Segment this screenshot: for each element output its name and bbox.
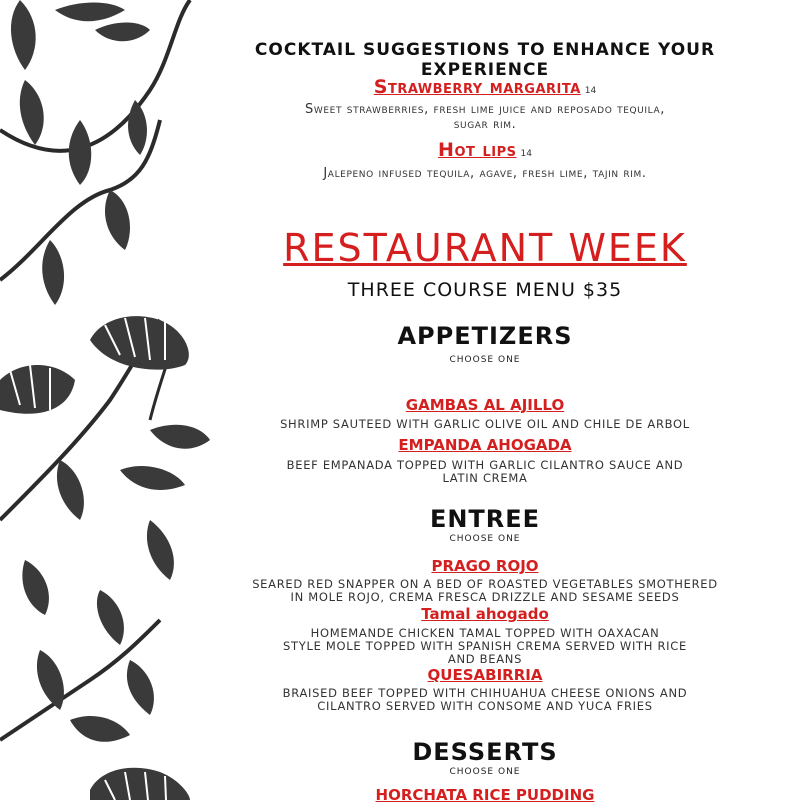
cocktail-desc: Jalepeno infused tequila, agave, fresh lime, tajin rim. xyxy=(323,166,647,181)
dish-desc: SHRIMP SAUTEED WITH GARLIC OLIVE OIL AND CHILE DE ARBOL xyxy=(280,417,690,431)
dish-name: Tamal ahogado xyxy=(421,605,549,623)
botanical-illustration xyxy=(0,0,210,800)
cocktail-item-strawberry xyxy=(200,76,770,98)
cocktail-name: Strawberry margarita xyxy=(373,76,581,98)
dish-name: HORCHATA RICE PUDDING xyxy=(375,786,595,804)
cocktail-price: 14 xyxy=(584,86,597,96)
section-heading-appetizers: APPETIZERS xyxy=(397,322,573,350)
dish-name: EMPANDA AHOGADA xyxy=(398,436,572,454)
menu-subtitle: THREE COURSE MENU $35 xyxy=(347,279,623,301)
choose-one-label: CHOOSE ONE xyxy=(449,355,521,365)
cocktail-heading: COCKTAIL SUGGESTIONS TO ENHANCE YOUR EXPERIENCE xyxy=(254,40,716,80)
dish-desc: STYLE MOLE TOPPED WITH SPANISH CREMA SERVED WITH RICE xyxy=(283,639,687,653)
choose-one-label: CHOOSE ONE xyxy=(449,534,521,544)
section-heading-desserts: DESSERTS xyxy=(412,738,558,766)
dish-desc: LATIN CREMA xyxy=(442,471,528,485)
section-heading-entree: ENTREE xyxy=(429,505,541,533)
choose-one-label: CHOOSE ONE xyxy=(449,767,521,777)
dish-name: PRAGO ROJO xyxy=(431,557,539,575)
cocktail-desc: Sweet strawberries, fresh lime juice and reposado tequila, xyxy=(305,102,665,117)
dish-desc: SEARED RED SNAPPER ON A BED OF ROASTED VEGETABLES SMOTHERED xyxy=(252,577,718,591)
cocktail-price: 14 xyxy=(520,149,532,159)
dish-desc: HOMEMANDE CHICKEN TAMAL TOPPED WITH OAXACAN xyxy=(310,626,660,640)
cocktail-item-hot-lips xyxy=(200,139,770,161)
dish-name: GAMBAS AL AJILLO xyxy=(405,396,565,414)
dish-desc: IN MOLE ROJO, CREMA FRESCA DRIZZLE AND SESAME SEEDS xyxy=(290,590,680,604)
dish-desc: BEEF EMPANADA TOPPED WITH GARLIC CILANTRO SAUCE AND xyxy=(286,458,684,472)
dish-desc: CILANTRO SERVED WITH CONSOME AND YUCA FRIES xyxy=(317,699,653,713)
dish-desc: AND BEANS xyxy=(447,652,523,666)
menu-content xyxy=(200,0,770,804)
page-title: RESTAURANT WEEK xyxy=(283,226,687,270)
dish-desc: BRAISED BEEF TOPPED WITH CHIHUAHUA CHEESE ONIONS AND xyxy=(282,686,688,700)
dish-name: QUESABIRRIA xyxy=(427,666,543,684)
cocktail-name: Hot lips xyxy=(438,139,517,161)
cocktail-desc: sugar rim. xyxy=(453,117,517,132)
